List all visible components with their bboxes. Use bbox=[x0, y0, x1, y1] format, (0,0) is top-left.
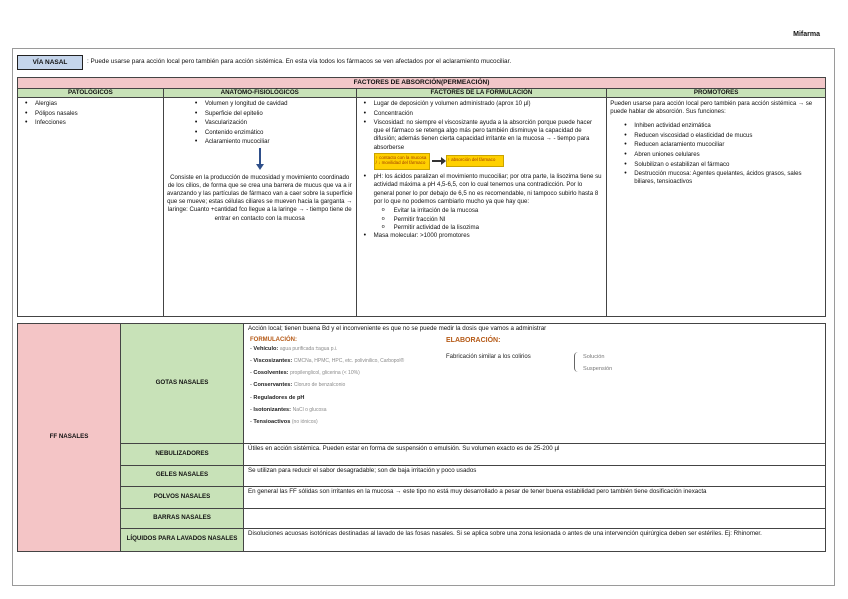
formulation-list: FORMULACIÓN: - Vehículo: agua purificada ±agua p.i. - Viscosizantes: CMCNa, HPMC, HPC, etc. polivinilico, Carbopol® - Cosolventes: propilenglicol, glicerina (< 10%) - Conservantes: Cloruro de benzalconio - Reguladores de pH - Isotonizantes: NaCl o glucosa - Tensioactivos (no iónicos) bbox=[250, 336, 405, 425]
viscosity-diagram bbox=[374, 153, 604, 171]
elaboration-option: Suspensión bbox=[583, 365, 613, 372]
list-item: • Destrucción mucosa: Agentes quelantes, ácidos grasos, sales biliares, tensioactivos bbox=[620, 170, 822, 186]
elaboration-title: ELABORACIÓN: bbox=[446, 336, 501, 344]
list-item: • pH: los ácidos paralizan el movimiento mucociliar; por otra parte, la lisozima tiene su actividad máxima a pH 4,5-6,5, con lo cual tenemos una contradicción. Por lo general poner lo por debajo de 6,5 no es recomendable, ni tampoco subirlo hasta 8 por lo que no podemos cambiarlo mucho ya que hay que: bbox=[360, 173, 604, 206]
down-arrow-icon bbox=[167, 148, 353, 170]
ff-row-desc: En general las FF sólidas son irritantes en la mucosa → este tipo no está muy desarrollado a pesar de tener buena estabilidad pero también tiene dosificación inexacta bbox=[244, 486, 826, 508]
elaboration-option: Solución bbox=[583, 353, 605, 360]
list-item: • Abren uniones celulares bbox=[620, 151, 822, 159]
brand-label: Mifarma bbox=[793, 31, 820, 38]
ff-nasales-label: FF NASALES bbox=[18, 324, 121, 552]
promotores-intro: Pueden usarse para acción local pero también para acción sistémica → se puede hablar de absorción. Sus funciones: bbox=[610, 100, 813, 116]
list-item: • Contenido enzimático bbox=[191, 129, 353, 137]
list-item: • Aclaramiento mucociliar bbox=[191, 138, 353, 146]
formulation-title: FORMULACIÓN: bbox=[250, 336, 297, 343]
via-nasal-label: VÍA NASAL bbox=[17, 55, 83, 70]
promotores-cell bbox=[607, 98, 826, 317]
ff-row-desc: Disoluciones acuosas isotónicas destinadas al lavado de las fosas nasales. Si se aplica sobre una zona lesionada o antes de una intervención quirúrgica deben ser estériles. Ej: Rhinomer. bbox=[244, 528, 826, 551]
ff-row-name: LÍQUIDOS PARA LAVADOS NASALES bbox=[121, 528, 244, 551]
formulation-key: Reguladores de pH bbox=[253, 394, 305, 401]
list-item: • Inhiben actividad enzimática bbox=[620, 122, 822, 130]
list-item: • Viscosidad: no siempre el viscosizante ayuda a la absorción porque puede hacer que el fármaco se retenga algo más pero también disminuye la capacidad de difusión; además tienen cierta capacidad irritante en la mucosa → - tiempo para absorberse bbox=[360, 119, 604, 152]
ff-row-name: GOTAS NASALES bbox=[121, 324, 244, 444]
ff-row-desc: Se utilizan para reducir el sabor desagradable; son de baja irritación y poco usados bbox=[244, 465, 826, 486]
list-item: • Lugar de deposición y volumen administrado (aprox 10 µl) bbox=[360, 100, 604, 108]
via-nasal-row bbox=[17, 55, 826, 71]
list-item: • Concentración bbox=[360, 110, 604, 118]
header-formulacion: FACTORES DE LA FORMULACIÓN bbox=[356, 89, 607, 98]
list-item: • Reducen viscosidad o elasticidad de mucus bbox=[620, 132, 822, 140]
formulation-value: (no iónicos) bbox=[291, 418, 318, 425]
formulation-value: CMCNa, HPMC, HPC, etc. polivinilico, Carbopol® bbox=[293, 358, 405, 365]
absorption-factors-table bbox=[17, 77, 826, 317]
elaboration-block bbox=[446, 336, 531, 362]
list-item: • Masa molecular: >1000 promotores bbox=[360, 232, 604, 240]
formulation-value: Cloruro de benzalconio bbox=[293, 382, 346, 389]
ff-row-desc bbox=[244, 508, 826, 528]
formulation-key: Isotonizantes: bbox=[253, 406, 292, 413]
formulation-value: agua purificada ±agua p.i. bbox=[279, 346, 338, 353]
list-item: • Pólipos nasales bbox=[21, 110, 160, 118]
list-item: • Infecciones bbox=[21, 119, 160, 127]
diagram-box: ↑ absorción del fármaco bbox=[446, 155, 504, 167]
gotas-formulation-image bbox=[248, 336, 821, 442]
right-arrow-icon bbox=[432, 160, 442, 162]
elaboration-text: Fabricación similar a los colirios bbox=[446, 354, 531, 361]
header-anatomo-fisiologicos: ANATOMO-FISIOLÓGICOS bbox=[163, 89, 356, 98]
patologicos-cell bbox=[18, 98, 164, 317]
list-item: • Reducen aclaramiento mucociliar bbox=[620, 141, 822, 149]
sub-list-item: o Permitir fracción NI bbox=[380, 216, 604, 224]
ff-row-name: BARRAS NASALES bbox=[121, 508, 244, 528]
factors-title: FACTORES DE ABSORCIÓN(PERMEACIÓN) bbox=[18, 78, 826, 89]
gotas-desc-text: Acción local; tienen buena Bd y el inconveniente es que no se puede medir la dosis que vamos a administrar bbox=[248, 325, 547, 332]
list-item: • Superficie del epitelio bbox=[191, 110, 353, 118]
formulation-key: Tensioactivos bbox=[253, 418, 291, 425]
sub-list-item: o Permitir actividad de la lisozima bbox=[380, 224, 604, 232]
formulation-key: Viscosizantes: bbox=[253, 358, 293, 365]
list-item: • Vascularización bbox=[191, 119, 353, 127]
list-item: • Volumen y longitud de cavidad bbox=[191, 100, 353, 108]
aclaramiento-explanation: Consiste en la producción de mucosidad y movimiento coordinado de los cilios, de forma que se crea una barrera de mucus que va a ir avanzando y las partículas de fármaco van a caer sobre la superficie que se mueve; estas células ciliares se mueven hacia la garganta → laringe: Cuanto +cantidad fco llegue a la laringe → - tiempo tiene de entrar en contacto con la mucosa bbox=[166, 173, 353, 222]
ff-row-desc bbox=[244, 324, 826, 444]
list-item: • Solubilizan o estabilizan el fármaco bbox=[620, 161, 822, 169]
ff-nasales-table bbox=[17, 323, 826, 552]
header-patologicos: PATOLÓGICOS bbox=[18, 89, 164, 98]
formulation-value: NaCl o glucosa bbox=[292, 406, 327, 413]
via-nasal-description: : Puede usarse para acción local pero también para acción sistémica. En esta vía todos los fármacos se ven afectados por el aclaramiento mucociliar. bbox=[87, 58, 512, 65]
formulation-key: Cosolventes: bbox=[253, 370, 289, 377]
ff-row-name: POLVOS NASALES bbox=[121, 486, 244, 508]
formulation-value: propilenglicol, glicerina (< 10%) bbox=[290, 370, 360, 377]
ff-row-name: GELES NASALES bbox=[121, 465, 244, 486]
formulacion-cell bbox=[356, 98, 607, 317]
formulation-key: Conservantes: bbox=[253, 382, 293, 389]
ff-row-name: NEBULIZADORES bbox=[121, 443, 244, 465]
list-item: • Alergias bbox=[21, 100, 160, 108]
sub-list-item: o Evitar la irritación de la mucosa bbox=[380, 207, 604, 215]
ff-row-desc: Útiles en acción sistémica. Pueden estar en forma de suspensión o emulsión. Su volumen exacto es de 25-200 µl bbox=[244, 443, 826, 465]
header-promotores: PROMOTORES bbox=[607, 89, 826, 98]
formulation-key: Vehículo: bbox=[253, 346, 279, 353]
diagram-box: ↑ contacto con la mucosa / ↓ movilidad del fármaco bbox=[374, 153, 430, 170]
anatomo-cell bbox=[163, 98, 356, 317]
brace-icon bbox=[574, 352, 580, 372]
